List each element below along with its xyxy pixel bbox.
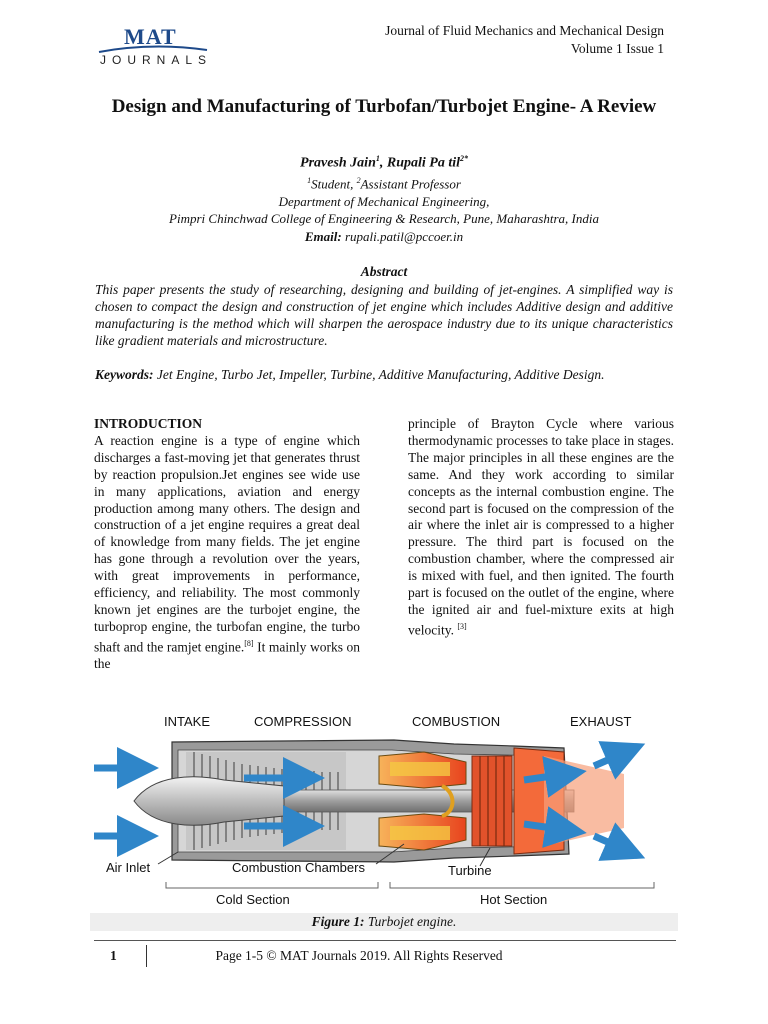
abstract-text: This paper presents the study of researching, designing and building of jet-engines. A simplified way is chosen to compact the design and construction of jet engine which includes Additive design and additive manufacturing is the method which will sharpen the aerospace industry due to its unique characteristics like gradient materials and microstructure. bbox=[95, 282, 673, 348]
citation-3[interactable]: [3] bbox=[457, 621, 467, 631]
logo-journals-text: JOURNALS bbox=[100, 53, 213, 67]
label-cold-section: Cold Section bbox=[216, 892, 290, 907]
author-2-sup: 2* bbox=[459, 154, 468, 163]
keywords-label: Keywords: bbox=[95, 367, 154, 382]
abstract-heading: Abstract bbox=[360, 264, 408, 279]
role-2-sup: 2 bbox=[356, 176, 361, 186]
author-1-sup: 1 bbox=[375, 154, 380, 163]
journal-header bbox=[385, 22, 664, 58]
figure-caption-text: Turbojet engine. bbox=[364, 914, 457, 929]
footer-rule bbox=[94, 940, 676, 941]
label-compression: COMPRESSION bbox=[254, 714, 352, 729]
author-separator: , bbox=[379, 155, 387, 171]
label-combustion-chambers: Combustion Chambers bbox=[232, 860, 365, 875]
introduction-paragraph-right bbox=[408, 416, 674, 639]
label-intake: INTAKE bbox=[164, 714, 210, 729]
label-turbine: Turbine bbox=[448, 863, 492, 878]
email-line bbox=[95, 228, 673, 246]
role-1-sup: 1 bbox=[307, 176, 312, 186]
college: Pimpri Chinchwad College of Engineering & Research, Pune, Maharashtra, India bbox=[169, 211, 599, 227]
role-1: Student, bbox=[311, 176, 357, 192]
department: Department of Mechanical Engineering, bbox=[278, 193, 490, 209]
role-2: Assistant Professor bbox=[360, 176, 461, 192]
label-air-inlet: Air Inlet bbox=[106, 860, 151, 875]
author-names bbox=[95, 150, 673, 172]
column-left bbox=[94, 416, 360, 673]
introduction-heading: INTRODUCTION bbox=[94, 416, 203, 431]
publisher-logo bbox=[97, 24, 213, 70]
author-2: Rupali Pa til bbox=[386, 155, 460, 171]
author-roles bbox=[95, 172, 673, 193]
author-block bbox=[95, 150, 673, 245]
label-exhaust: EXHAUST bbox=[570, 714, 632, 729]
label-hot-section: Hot Section bbox=[480, 892, 548, 907]
intro-right-text: principle of Brayton Cycle where various thermodynamic processes to take place in stages. The major principles in all these engines are the same. And they work according to similar concepts as the internal combustion engine. The second part is focused on the compression of the air where the inlet air is compressed to a higher pressure. The third part is focused on the combustion chamber, where the compressed air is mixed with fuel, and then ignited. The fourth part is focused on the outlet of the engine, where the ignited air and fuel-mixture exits at high velocity. bbox=[408, 416, 674, 638]
figure-caption bbox=[90, 913, 678, 931]
introduction-paragraph-left bbox=[94, 433, 360, 673]
nose-cone bbox=[134, 777, 284, 825]
citation-8[interactable]: [8] bbox=[244, 638, 254, 648]
email-address[interactable]: rupali.patil@pccoer.in bbox=[341, 228, 464, 244]
keywords bbox=[95, 366, 650, 383]
keywords-text: Jet Engine, Turbo Jet, Impeller, Turbine, Additive Manufacturing, Additive Design. bbox=[153, 367, 605, 382]
intro-left-text: A reaction engine is a type of engine which discharges a fast-moving jet that generates thrust by reaction propulsion.Jet engines see wide use in many applications, aviation and energy production among many others. The design and construction of a jet engine requires a great deal of knowledge from many fields. The jet engine has gone through a revolution over the years, with great improvements in performance, efficiency, and reliability. The most commonly known jet engines are the turbojet engine, the turboprop engine, the turbofan engine, the turbo shaft and the ramjet engine. bbox=[94, 432, 360, 655]
column-right bbox=[408, 416, 674, 639]
label-combustion: COMBUSTION bbox=[412, 714, 501, 729]
intro-left-tail: It mainly works on the bbox=[94, 639, 360, 672]
author-1: Pravesh Jain bbox=[300, 155, 376, 171]
figure-caption-label: Figure 1: bbox=[311, 914, 365, 929]
footer-copyright: Page 1-5 © MAT Journals 2019. All Rights Reserved bbox=[215, 948, 503, 963]
email-label: Email: bbox=[304, 228, 342, 244]
journal-name: Journal of Fluid Mechanics and Mechanical Design bbox=[385, 23, 664, 38]
logo-mat-text: MAT bbox=[124, 24, 177, 49]
turbojet-figure bbox=[94, 704, 678, 914]
paper-title: Design and Manufacturing of Turbofan/Turbojet Engine- A Review bbox=[111, 96, 657, 117]
journal-volume: Volume 1 Issue 1 bbox=[570, 41, 664, 56]
page-number: 1 bbox=[110, 948, 117, 963]
page-number-separator bbox=[146, 945, 147, 967]
